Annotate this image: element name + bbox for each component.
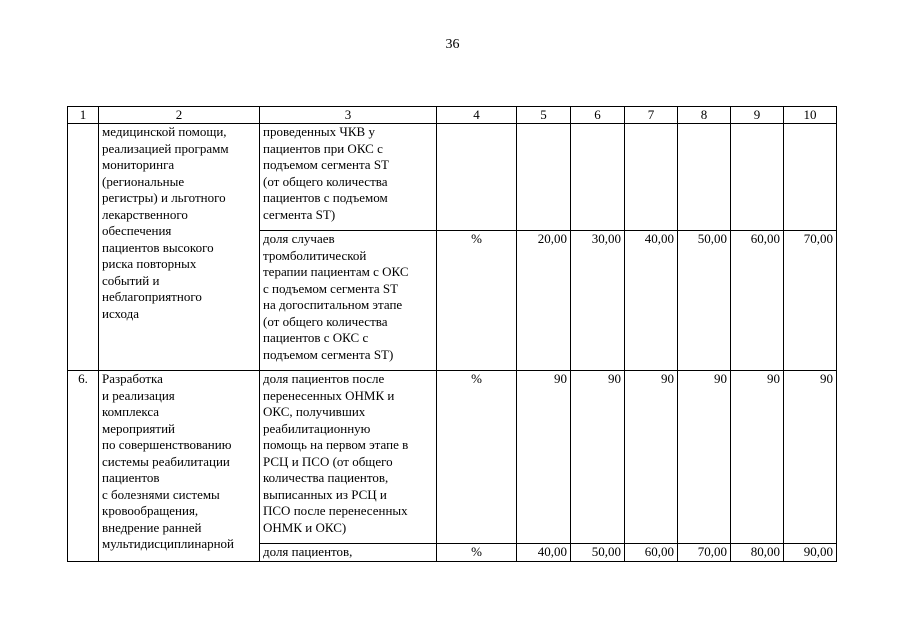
table-row: [68, 124, 837, 231]
indicator-name: проведенных ЧКВ у пациентов при ОКС с подъемом сегмента ST (от общего количества пациентов с подъемом сегмента ST): [260, 124, 437, 231]
indicator-name: доля случаев тромболитической терапии пациентам с ОКС с подъемом сегмента ST на догоспитальном этапе (от общего количества пациентов с ОКС с подъемом сегмента ST): [260, 231, 437, 371]
indicators-table: [67, 106, 837, 562]
value-cell: 90: [517, 371, 571, 544]
unit: %: [437, 544, 517, 562]
indicator-name: доля пациентов,: [260, 544, 437, 562]
value-cell: 60,00: [625, 544, 678, 562]
value-cell: 90,00: [784, 544, 837, 562]
value-cell: 90: [731, 371, 784, 544]
value-cell: 90: [784, 371, 837, 544]
value-cell: 70,00: [784, 231, 837, 371]
value-cell: 40,00: [517, 544, 571, 562]
column-number: 3: [260, 107, 437, 124]
value-cell: 50,00: [571, 544, 625, 562]
value-cell: 80,00: [731, 544, 784, 562]
value-cell: [571, 124, 625, 231]
column-number: 5: [517, 107, 571, 124]
value-cell: 90: [678, 371, 731, 544]
item-number: [68, 124, 99, 371]
value-cell: 40,00: [625, 231, 678, 371]
value-cell: 90: [571, 371, 625, 544]
column-number-row: [68, 107, 837, 124]
page-number: 36: [445, 37, 460, 52]
value-cell: 50,00: [678, 231, 731, 371]
table-row: [68, 371, 837, 544]
column-number: 4: [437, 107, 517, 124]
value-cell: [678, 124, 731, 231]
column-number: 7: [625, 107, 678, 124]
value-cell: [517, 124, 571, 231]
unit: %: [437, 371, 517, 544]
unit: [437, 124, 517, 231]
value-cell: [784, 124, 837, 231]
event-description: Разработка и реализация комплекса мероприятий по совершенствованию системы реабилитации пациентов с болезнями системы кровообращения, внедрение ранней мультидисциплинарной: [99, 371, 260, 562]
value-cell: [731, 124, 784, 231]
value-cell: 30,00: [571, 231, 625, 371]
event-description: медицинской помощи, реализацией программ мониторинга (региональные регистры) и льготного лекарственного обеспечения пациентов высокого риска повторных событий и неблагоприятного исхода: [99, 124, 260, 371]
column-number: 2: [99, 107, 260, 124]
unit: %: [437, 231, 517, 371]
column-number: 9: [731, 107, 784, 124]
indicator-name: доля пациентов после перенесенных ОНМК и ОКС, получивших реабилитационную помощь на первом этапе в РСЦ и ПСО (от общего количества пациентов, выписанных из РСЦ и ПСО после перенесенных ОНМК и ОКС): [260, 371, 437, 544]
value-cell: 20,00: [517, 231, 571, 371]
value-cell: 60,00: [731, 231, 784, 371]
column-number: 8: [678, 107, 731, 124]
column-number: 6: [571, 107, 625, 124]
value-cell: [625, 124, 678, 231]
column-number: 10: [784, 107, 837, 124]
column-number: 1: [68, 107, 99, 124]
item-number: 6.: [68, 371, 99, 562]
value-cell: 70,00: [678, 544, 731, 562]
value-cell: 90: [625, 371, 678, 544]
